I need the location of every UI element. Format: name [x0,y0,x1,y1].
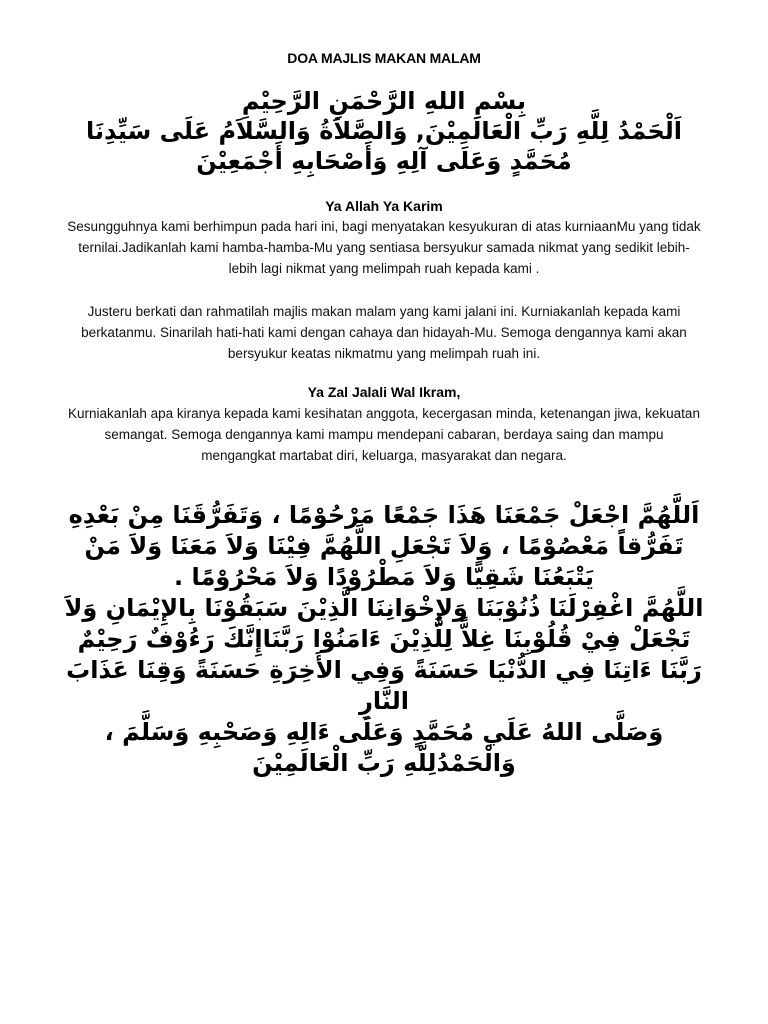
arabic-line: بِسْمِ اللهِ الرَّحْمَنِ الرَّحِيْمِ [241,87,527,115]
paragraph-request [40,403,728,466]
closing-arabic-prayer [40,500,728,779]
arabic-line: مُحَمَّدٍ وَعَلَى آلِهِ وَأَصْحَابِهِ أَجْمَعِيْنَ [196,147,572,175]
arabic-line: يَتْبَعُنَا شَقِيًّا وَلاَ مَطْرُوْدًا وَلاَ مَحْرُوْمًا . [174,563,594,591]
paragraph-line: bersyukur keatas nikmatmu yang melimpah ruah ini. [227,346,541,361]
paragraph-gratitude [40,216,728,279]
paragraph-line: semangat. Semoga dengannya kami mampu mendepani cabaran, berdaya saing dan mampu [104,427,664,442]
arabic-line: رَبَّنَا ءَاتِنَا فِي الدُّنْيَا حَسَنَةً وَفِي الأَخِرَةِ حَسَنَةً وَقِنَا عَذَابَ [66,656,702,684]
paragraph-line: Kurniakanlah apa kiranya kepada kami kesihatan anggota, kecergasan minda, ketenangan jiwa, kekuatan [68,406,700,421]
arabic-line: وَصَلَّى اللهُ عَلَي مُحَمَّدٍ وَعَلَى ءَالِهِ وَصَحْبِهِ وَسَلَّمَ ، [104,718,664,746]
paragraph-line: lebih lagi nikmat yang melimpah ruah kepada kami . [228,261,540,276]
paragraph-blessing [40,301,728,364]
paragraph-line: berkatanmu. Sinarilah hati-hati kami dengan cahaya dan hidayah-Mu. Semoga dengannya kami akan [81,325,687,340]
paragraph-line: mengangkat martabat diri, keluarga, masyarakat dan negara. [201,448,567,463]
paragraph-line: Justeru berkati dan rahmatilah majlis makan malam yang kami jalani ini. Kurniakanlah kepada kami [87,304,681,319]
arabic-line: تَجْعَلْ فِيْ قُلُوْبِنَا غِلاًّ لِلَّذِيْنَ ءَامَنُوْا رَبَّنَاإِنَّكَ رَءُوْفٌ رَحِيْمٌ [77,625,691,653]
arabic-line: اَلْحَمْدُ لِلَّهِ رَبِّ الْعَالَمِيْنَ, وَالصَّلاَةُ وَالسَّلاَمُ عَلَى سَيِّدِنَا [85,117,683,145]
opening-arabic-prayer [40,86,728,176]
paragraph-line: ternilai.Jadikanlah kami hamba-hamba-Mu yang sentiasa bersyukur samada nikmat yang sedikit lebih- [78,240,690,255]
arabic-line: تَفَرُّقاً مَعْصُوْمًا ، وَلاَ تَجْعَلِ اللَّهُمَّ فِيْنَا وَلاَ مَعَنَا وَلاَ مَنْ [84,532,684,560]
paragraph-line: Sesungguhnya kami berhimpun pada hari ini, bagi menyatakan kesyukuran di atas kurniaanMu yang tidak [67,219,701,234]
document-page [40,0,728,1024]
arabic-line: وَالْحَمْدُلِلَّهِ رَبِّ الْعَالَمِيْنَ [252,749,516,777]
section-heading-ya-allah-ya-karim: Ya Allah Ya Karim [325,198,443,214]
section-heading-ya-zal-jalali: Ya Zal Jalali Wal Ikram, [307,384,461,400]
arabic-line: اللَّهُمَّ اغْفِرْلَنَا ذُنُوْبَنَا وَلإِخْوَانِنَا الَّذِيْنَ سَبَقُوْنَا بِالإِيْمَانِ وَلاَ [64,594,704,622]
arabic-line: اَللَّهُمَّ اجْعَلْ جَمْعَنَا هَذَا جَمْعًا مَرْحُوْمًا ، وَتَفَرُّقَنَا مِنْ بَعْدِهِ [68,501,700,529]
document-title: DOA MAJLIS MAKAN MALAM [287,50,481,66]
arabic-line: النَّارِ [359,687,409,715]
